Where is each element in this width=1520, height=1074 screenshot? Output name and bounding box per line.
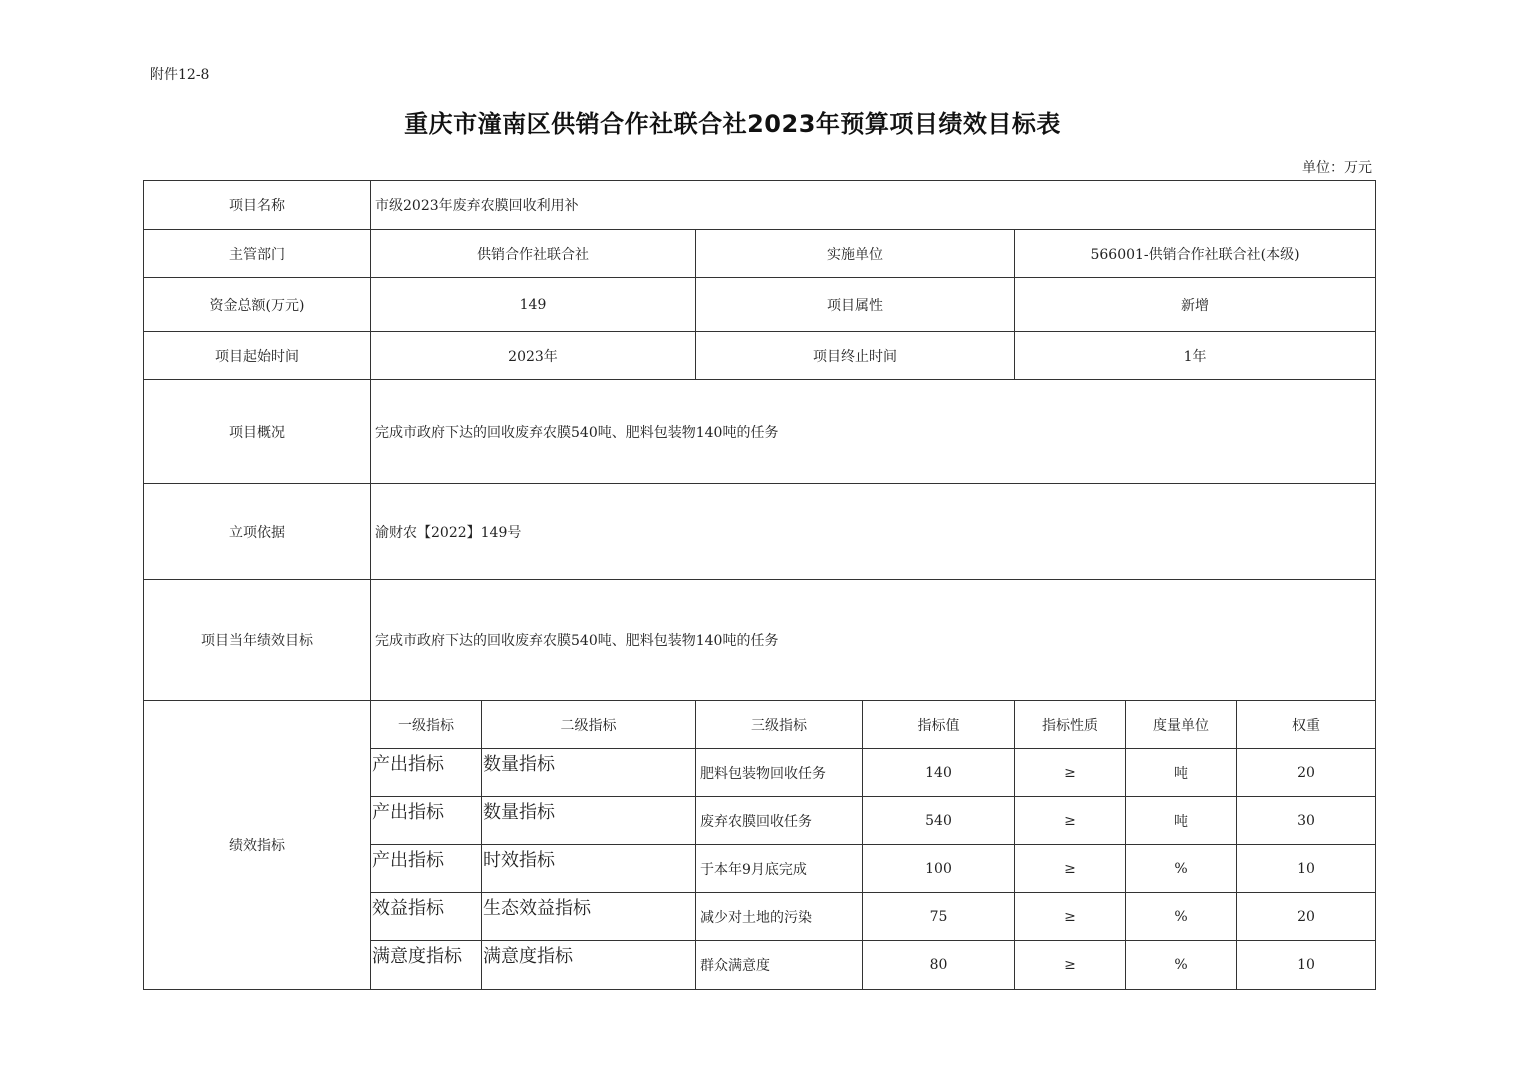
header-nature: 指标性质 bbox=[1015, 701, 1126, 749]
overview-label: 项目概况 bbox=[144, 380, 371, 484]
row-dept bbox=[144, 230, 1376, 278]
page-title: 重庆市潼南区供销合作社联合社2023年预算项目绩效目标表 bbox=[404, 110, 1061, 138]
unit-cell: 吨 bbox=[1126, 749, 1237, 797]
level3-cell: 于本年9月底完成 bbox=[696, 845, 863, 893]
nature-cell: ≥ bbox=[1015, 941, 1126, 990]
level3-cell: 减少对土地的污染 bbox=[696, 893, 863, 941]
value-cell: 75 bbox=[863, 893, 1015, 941]
weight-cell: 30 bbox=[1237, 797, 1376, 845]
attribute-label: 项目属性 bbox=[696, 278, 1015, 332]
weight-cell: 10 bbox=[1237, 941, 1376, 990]
level1-cell: 产出指标 bbox=[371, 845, 482, 893]
header-level3: 三级指标 bbox=[696, 701, 863, 749]
goal-value: 完成市政府下达的回收废弃农膜540吨、肥料包装物140吨的任务 bbox=[371, 580, 1376, 701]
impl-unit-label: 实施单位 bbox=[696, 230, 1015, 278]
row-overview bbox=[144, 380, 1376, 484]
level2-cell: 时效指标 bbox=[482, 845, 696, 893]
total-funds-value: 149 bbox=[371, 278, 696, 332]
nature-cell: ≥ bbox=[1015, 797, 1126, 845]
row-goal bbox=[144, 580, 1376, 701]
performance-target-table bbox=[143, 180, 1376, 990]
basis-value: 渝财农【2022】149号 bbox=[371, 484, 1376, 580]
header-level2: 二级指标 bbox=[482, 701, 696, 749]
level1-cell: 效益指标 bbox=[371, 893, 482, 941]
attribute-value: 新增 bbox=[1015, 278, 1376, 332]
nature-cell: ≥ bbox=[1015, 749, 1126, 797]
project-name-value: 市级2023年废弃农膜回收利用补 bbox=[371, 181, 1376, 230]
header-value: 指标值 bbox=[863, 701, 1015, 749]
row-project-name bbox=[144, 181, 1376, 230]
row-time bbox=[144, 332, 1376, 380]
total-funds-label: 资金总额(万元) bbox=[144, 278, 371, 332]
level1-cell: 产出指标 bbox=[371, 749, 482, 797]
unit-cell: % bbox=[1126, 893, 1237, 941]
nature-cell: ≥ bbox=[1015, 845, 1126, 893]
level3-cell: 群众满意度 bbox=[696, 941, 863, 990]
value-cell: 100 bbox=[863, 845, 1015, 893]
header-unit: 度量单位 bbox=[1126, 701, 1237, 749]
weight-cell: 20 bbox=[1237, 893, 1376, 941]
basis-label: 立项依据 bbox=[144, 484, 371, 580]
dept-label: 主管部门 bbox=[144, 230, 371, 278]
level1-cell: 产出指标 bbox=[371, 797, 482, 845]
indicator-header-row bbox=[144, 701, 1376, 749]
unit-cell: % bbox=[1126, 941, 1237, 990]
unit-cell: 吨 bbox=[1126, 797, 1237, 845]
weight-cell: 20 bbox=[1237, 749, 1376, 797]
nature-cell: ≥ bbox=[1015, 893, 1126, 941]
header-level1: 一级指标 bbox=[371, 701, 482, 749]
unit-note: 单位：万元 bbox=[1302, 160, 1372, 176]
level2-cell: 数量指标 bbox=[482, 749, 696, 797]
attachment-number: 附件12-8 bbox=[150, 67, 210, 83]
value-cell: 540 bbox=[863, 797, 1015, 845]
level2-cell: 生态效益指标 bbox=[482, 893, 696, 941]
level3-cell: 废弃农膜回收任务 bbox=[696, 797, 863, 845]
unit-cell: % bbox=[1126, 845, 1237, 893]
row-funds bbox=[144, 278, 1376, 332]
project-name-label: 项目名称 bbox=[144, 181, 371, 230]
weight-cell: 10 bbox=[1237, 845, 1376, 893]
overview-value: 完成市政府下达的回收废弃农膜540吨、肥料包装物140吨的任务 bbox=[371, 380, 1376, 484]
value-cell: 80 bbox=[863, 941, 1015, 990]
start-time-value: 2023年 bbox=[371, 332, 696, 380]
row-basis bbox=[144, 484, 1376, 580]
level2-cell: 数量指标 bbox=[482, 797, 696, 845]
level1-cell: 满意度指标 bbox=[371, 941, 482, 990]
performance-label: 绩效指标 bbox=[144, 701, 371, 990]
goal-label: 项目当年绩效目标 bbox=[144, 580, 371, 701]
start-time-label: 项目起始时间 bbox=[144, 332, 371, 380]
end-time-label: 项目终止时间 bbox=[696, 332, 1015, 380]
level3-cell: 肥料包装物回收任务 bbox=[696, 749, 863, 797]
level2-cell: 满意度指标 bbox=[482, 941, 696, 990]
impl-unit-value: 566001-供销合作社联合社(本级) bbox=[1015, 230, 1376, 278]
dept-value: 供销合作社联合社 bbox=[371, 230, 696, 278]
header-weight: 权重 bbox=[1237, 701, 1376, 749]
value-cell: 140 bbox=[863, 749, 1015, 797]
end-time-value: 1年 bbox=[1015, 332, 1376, 380]
